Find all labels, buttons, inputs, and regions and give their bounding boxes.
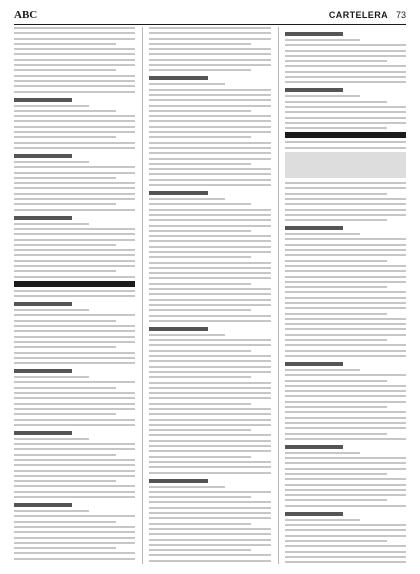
listing-line: [285, 524, 406, 526]
listing-line: [149, 419, 270, 421]
listing-line: [285, 60, 387, 62]
listing-line: [14, 510, 89, 512]
listing-line: [14, 336, 135, 338]
listing-line: [149, 251, 270, 253]
listing-line: [285, 328, 406, 330]
listing-line: [149, 450, 270, 452]
listing-line: [14, 233, 135, 235]
listing-line: [285, 462, 406, 464]
listing-line: [14, 470, 135, 472]
header-rule: [14, 24, 406, 25]
listing-line: [285, 355, 406, 357]
listing-line: [149, 491, 270, 493]
listing-line: [285, 219, 387, 221]
listing-line: [149, 486, 224, 488]
listing-line: [149, 126, 270, 128]
listing-line: [149, 456, 251, 458]
listing-line: [285, 193, 387, 195]
listing-line: [285, 198, 406, 200]
listing-line: [149, 461, 270, 463]
listing-line: [14, 325, 135, 327]
listing-line: [149, 299, 270, 301]
listing-line: [14, 397, 135, 399]
listing-line: [149, 293, 270, 295]
listing-line: [285, 302, 406, 304]
listing-line: [149, 214, 270, 216]
listing-line: [14, 187, 135, 189]
listing-line: [14, 177, 116, 179]
listing-line: [14, 346, 116, 348]
listing-line: [14, 314, 135, 316]
listing-line: [14, 485, 135, 487]
listing-line: [285, 519, 360, 521]
listing-line: [149, 382, 270, 384]
listing-line: [14, 270, 116, 272]
listing-line: [285, 457, 406, 459]
listing-line: [149, 424, 270, 426]
listing-line: [14, 552, 135, 554]
listing-line: [285, 65, 406, 67]
listing-line: [14, 376, 89, 378]
listing-line: [149, 523, 251, 525]
listing-line: [285, 489, 406, 491]
listing-line: [149, 283, 251, 285]
listing-line: [285, 81, 406, 83]
listing-line: [149, 48, 270, 50]
listing-line: [14, 172, 135, 174]
listing-line: [14, 542, 135, 544]
listing-line: [149, 173, 270, 175]
listing-line: [149, 69, 251, 71]
listing-line: [285, 417, 406, 419]
listing-line: [149, 120, 270, 122]
listing-line: [149, 472, 270, 474]
listing-line: [149, 240, 270, 242]
listing-line: [14, 357, 135, 359]
listing-line: [14, 105, 89, 107]
listing-line: [285, 244, 406, 246]
listing-line: [285, 380, 387, 382]
listing-heading: [14, 98, 72, 102]
listing-heading: [149, 76, 207, 80]
listing-line: [14, 309, 89, 311]
listing-line: [149, 413, 270, 415]
listing-line: [149, 168, 270, 170]
listing-line: [14, 352, 135, 354]
listing-line: [14, 203, 116, 205]
page-header: [14, 9, 406, 23]
listing-line: [149, 528, 270, 530]
listing-line: [285, 44, 406, 46]
listing-line: [285, 260, 387, 262]
listing-line: [149, 235, 270, 237]
listing-line: [149, 403, 251, 405]
listing-line: [149, 64, 270, 66]
listing-line: [149, 105, 270, 107]
listing-line: [285, 203, 406, 205]
listing-line: [285, 249, 406, 251]
listing-line: [149, 560, 270, 562]
listing-line: [149, 256, 251, 258]
listing-heading: [285, 226, 343, 230]
listing-line: [285, 468, 406, 470]
listing-line: [285, 318, 406, 320]
listings-columns: [14, 27, 406, 564]
listing-line: [14, 38, 135, 40]
listing-heading: [285, 32, 343, 36]
listing-heading: [14, 154, 72, 158]
listing-line: [149, 142, 270, 144]
listing-line: [285, 395, 406, 397]
listing-line: [14, 537, 135, 539]
listing-line: [149, 267, 270, 269]
shaded-block: [285, 152, 406, 178]
listing-line: [14, 239, 135, 241]
listing-line: [285, 39, 360, 41]
listing-line: [285, 281, 406, 283]
listing-line: [285, 427, 406, 429]
listing-line: [285, 344, 406, 346]
listing-line: [14, 69, 116, 71]
listing-line: [14, 480, 116, 482]
listing-line: [149, 544, 270, 546]
listing-line: [149, 136, 251, 138]
listing-line: [149, 507, 270, 509]
listing-line: [149, 392, 270, 394]
listing-line: [285, 122, 406, 124]
listing-line: [14, 142, 135, 144]
listing-line: [285, 233, 360, 235]
listing-heading: [14, 503, 72, 507]
listing-line: [149, 309, 251, 311]
listing-line: [14, 85, 135, 87]
listing-line: [149, 158, 270, 160]
listing-line: [14, 244, 116, 246]
listing-line: [285, 385, 406, 387]
listing-line: [149, 304, 270, 306]
listing-line: [14, 182, 135, 184]
listing-line: [14, 53, 135, 55]
listing-line: [14, 249, 135, 251]
listing-line: [14, 496, 135, 498]
listing-line: [14, 521, 116, 523]
listing-line: [14, 276, 135, 278]
listing-line: [14, 295, 135, 297]
listing-line: [14, 290, 135, 292]
listing-line: [149, 89, 270, 91]
listing-line: [285, 535, 406, 537]
listing-line: [285, 209, 406, 211]
listing-line: [149, 554, 270, 556]
listing-line: [14, 448, 135, 450]
listing-line: [14, 110, 116, 112]
listing-line: [149, 262, 270, 264]
listing-line: [285, 50, 406, 52]
listing-line: [285, 182, 406, 184]
listing-line: [14, 198, 135, 200]
listing-line: [149, 434, 270, 436]
listing-line: [285, 187, 406, 189]
listing-line: [14, 260, 135, 262]
listing-line: [285, 214, 406, 216]
listing-heading: [285, 512, 343, 516]
listing-line: [14, 320, 116, 322]
listing-line: [149, 445, 270, 447]
listing-line: [285, 55, 406, 57]
listing-line: [285, 76, 406, 78]
listing-heading: [149, 327, 207, 331]
page-number: 73: [395, 10, 406, 20]
listing-line: [285, 323, 406, 325]
listing-line: [14, 362, 135, 364]
listing-line: [14, 43, 116, 45]
listing-line: [149, 152, 270, 154]
listing-line: [14, 547, 116, 549]
listing-line: [14, 408, 135, 410]
listing-line: [285, 276, 406, 278]
listing-line: [149, 533, 270, 535]
listing-line: [14, 475, 135, 477]
listing-heading: [149, 479, 207, 483]
listing-line: [149, 315, 270, 317]
listing-heading: [149, 191, 207, 195]
listing-line: [285, 433, 387, 435]
listing-line: [149, 203, 251, 205]
listing-line: [285, 438, 406, 440]
listing-line: [14, 265, 135, 267]
listing-line: [149, 360, 270, 362]
listing-line: [149, 517, 270, 519]
listing-line: [285, 71, 406, 73]
listing-line: [285, 374, 406, 376]
listing-line: [285, 401, 406, 403]
listing-line: [285, 561, 406, 563]
listing-line: [14, 424, 135, 426]
listing-heading: [14, 369, 72, 373]
listing-line: [149, 320, 270, 322]
listing-line: [149, 501, 270, 503]
listing-line: [285, 95, 360, 97]
listing-line: [285, 484, 406, 486]
listing-line: [285, 494, 406, 496]
listing-line: [14, 438, 89, 440]
listing-line: [285, 147, 406, 149]
listing-line: [149, 225, 270, 227]
listing-line: [149, 43, 251, 45]
listing-line: [285, 369, 360, 371]
listing-line: [149, 334, 224, 336]
listing-line: [14, 166, 135, 168]
listing-line: [285, 406, 387, 408]
listing-line: [285, 265, 406, 267]
listings-column: [142, 27, 270, 564]
listing-line: [285, 313, 387, 315]
listing-line: [149, 32, 270, 34]
listing-line: [14, 209, 135, 211]
listing-line: [285, 286, 387, 288]
listing-line: [285, 117, 406, 119]
listing-line: [149, 366, 270, 368]
listing-line: [285, 291, 406, 293]
section-title: CARTELERA: [328, 10, 388, 20]
listing-line: [149, 355, 270, 357]
listing-line: [149, 131, 270, 133]
listing-line: [285, 101, 387, 103]
listing-line: [285, 411, 406, 413]
listing-line: [149, 115, 270, 117]
masthead: ABC: [14, 9, 38, 21]
listing-line: [14, 136, 116, 138]
listing-line: [149, 272, 270, 274]
listing-line: [149, 163, 251, 165]
listing-line: [14, 443, 135, 445]
listing-line: [14, 254, 135, 256]
listing-line: [149, 27, 270, 29]
listing-line: [14, 131, 135, 133]
listing-line: [285, 390, 406, 392]
listing-line: [149, 53, 270, 55]
listing-line: [14, 223, 89, 225]
listing-line: [149, 539, 270, 541]
listing-line: [14, 48, 135, 50]
listing-line: [149, 94, 270, 96]
listing-line: [14, 80, 135, 82]
listing-line: [14, 392, 135, 394]
listing-heading: [285, 362, 343, 366]
listing-line: [149, 38, 270, 40]
listing-line: [14, 193, 135, 195]
listing-line: [285, 422, 406, 424]
listing-line: [14, 491, 135, 493]
listing-line: [285, 551, 406, 553]
listing-line: [149, 429, 251, 431]
listing-line: [149, 179, 270, 181]
listing-line: [149, 184, 270, 186]
listing-line: [149, 288, 270, 290]
listing-heading: [14, 431, 72, 435]
listing-heading: [14, 216, 72, 220]
listing-line: [14, 27, 135, 29]
listings-column: [278, 27, 406, 564]
listing-line: [14, 515, 135, 517]
listing-line: [285, 478, 406, 480]
listing-line: [149, 387, 270, 389]
listing-line: [285, 106, 406, 108]
listing-line: [14, 381, 135, 383]
listing-line: [149, 147, 270, 149]
listing-line: [285, 505, 406, 507]
listing-line: [285, 254, 406, 256]
listing-line: [149, 83, 224, 85]
listing-line: [285, 127, 387, 129]
listing-line: [14, 75, 135, 77]
listing-line: [285, 529, 406, 531]
listing-line: [285, 499, 387, 501]
listing-line: [14, 59, 135, 61]
listing-line: [149, 376, 251, 378]
listing-line: [14, 161, 89, 163]
listing-line: [14, 531, 135, 533]
listing-line: [149, 350, 251, 352]
listing-line: [14, 403, 135, 405]
listing-line: [14, 147, 135, 149]
listing-line: [149, 59, 270, 61]
listing-line: [149, 371, 270, 373]
listing-line: [149, 277, 270, 279]
listing-line: [149, 219, 270, 221]
listing-line: [285, 270, 406, 272]
listing-line: [149, 397, 270, 399]
listing-line: [285, 350, 406, 352]
listing-line: [14, 126, 135, 128]
listing-line: [285, 339, 387, 341]
listing-line: [149, 99, 270, 101]
listing-line: [149, 209, 270, 211]
listing-line: [285, 473, 387, 475]
listing-line: [149, 466, 270, 468]
listing-line: [14, 387, 116, 389]
listing-line: [149, 246, 270, 248]
listing-line: [285, 556, 406, 558]
listing-line: [14, 459, 135, 461]
listing-heading: [14, 302, 72, 306]
listing-line: [14, 115, 135, 117]
listing-line: [14, 64, 135, 66]
listing-line: [14, 464, 135, 466]
listing-line: [149, 344, 270, 346]
listing-line: [149, 549, 251, 551]
listing-line: [285, 307, 406, 309]
listing-line: [285, 297, 406, 299]
listing-heading: [285, 88, 343, 92]
listing-line: [285, 238, 406, 240]
listing-line: [14, 330, 135, 332]
listing-line: [14, 341, 135, 343]
listing-line: [149, 230, 251, 232]
listing-line: [14, 120, 135, 122]
listings-column: [14, 27, 135, 564]
listing-line: [285, 141, 406, 143]
listing-line: [14, 91, 135, 93]
section-bar: [14, 281, 135, 287]
listing-line: [14, 413, 116, 415]
listing-line: [14, 228, 135, 230]
listing-line: [14, 454, 116, 456]
listing-line: [149, 440, 270, 442]
listing-line: [285, 540, 387, 542]
listing-line: [149, 408, 270, 410]
listing-line: [149, 496, 251, 498]
listing-line: [285, 545, 406, 547]
listing-line: [14, 32, 135, 34]
listing-heading: [285, 445, 343, 449]
listing-line: [14, 558, 135, 560]
listing-line: [149, 339, 270, 341]
listing-line: [285, 111, 406, 113]
section-bar: [285, 132, 406, 138]
listing-line: [149, 198, 224, 200]
listing-line: [149, 512, 270, 514]
listing-line: [285, 452, 360, 454]
listing-line: [14, 526, 135, 528]
listing-line: [285, 334, 406, 336]
listing-line: [149, 110, 251, 112]
listing-line: [14, 419, 135, 421]
